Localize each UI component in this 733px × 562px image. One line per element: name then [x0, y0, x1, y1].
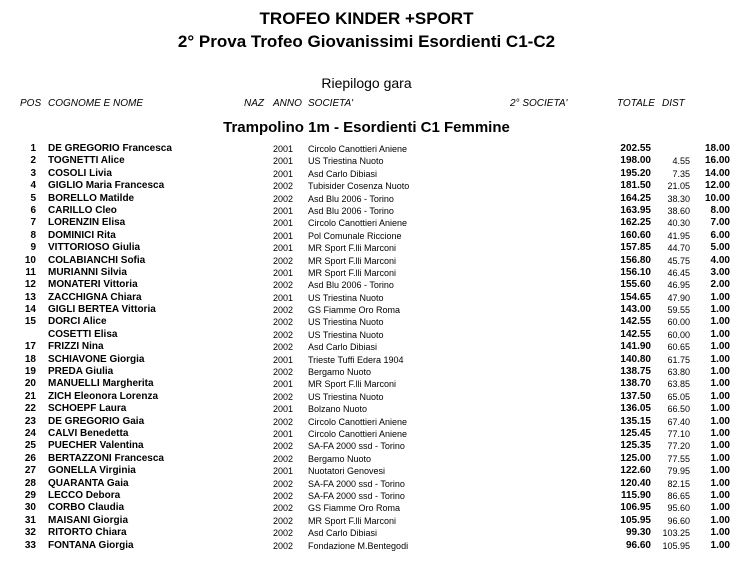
row-club: US Triestina Nuoto	[308, 156, 384, 167]
row-athlete-name: CARILLO Cleo	[48, 204, 117, 216]
row-position: 19	[24, 366, 36, 378]
row-position: 31	[24, 514, 36, 526]
row-club: US Triestina Nuoto	[308, 329, 384, 340]
table-row	[0, 230, 733, 242]
row-athlete-name: DE GREGORIO Gaia	[48, 415, 145, 427]
row-total: 156.80	[620, 254, 651, 266]
row-total: 160.60	[620, 229, 651, 241]
row-position: 11	[25, 266, 36, 278]
table-row	[0, 292, 733, 304]
table-row	[0, 155, 733, 167]
row-position: 28	[24, 477, 36, 489]
row-athlete-name: MURIANNI Silvia	[48, 266, 127, 278]
row-gap: 21.05	[667, 181, 690, 192]
row-birth-year: 2002	[273, 478, 294, 489]
row-birth-year: 2002	[273, 329, 294, 340]
row-birth-year: 2002	[273, 503, 294, 514]
row-birth-year: 2002	[273, 305, 294, 316]
table-row	[0, 403, 733, 415]
row-position: 9	[30, 242, 36, 254]
row-club: Bergamo Nuoto	[308, 453, 372, 464]
row-total: 162.25	[620, 217, 651, 229]
row-points: 1.00	[710, 341, 730, 353]
row-position: 22	[24, 403, 36, 415]
row-athlete-name: FRIZZI Nina	[48, 341, 104, 353]
row-athlete-name: MAISANI Giorgia	[48, 514, 129, 526]
row-birth-year: 2001	[273, 466, 294, 477]
row-total: 96.60	[625, 539, 651, 551]
row-gap: 61.75	[667, 354, 690, 365]
table-row	[0, 180, 733, 192]
row-birth-year: 2002	[273, 255, 294, 266]
row-gap: 63.85	[667, 379, 690, 390]
page-subtitle: 2° Prova Trofeo Giovanissimi Esordienti C1-C2	[177, 32, 556, 51]
row-club: MR Sport F.lli Marconi	[308, 243, 397, 254]
row-birth-year: 2002	[273, 441, 294, 452]
row-birth-year: 2001	[273, 243, 294, 254]
row-position: 12	[24, 279, 36, 291]
row-birth-year: 2002	[273, 280, 294, 291]
row-gap: 44.70	[667, 243, 690, 254]
row-total: 140.80	[620, 353, 651, 365]
row-gap: 60.65	[667, 342, 690, 353]
table-row	[0, 267, 733, 279]
col-header-diff: DIST	[662, 98, 685, 109]
row-club: Circolo Canottieri Aniene	[308, 416, 408, 427]
row-gap: 95.60	[667, 503, 690, 514]
row-gap: 103.25	[662, 528, 690, 539]
table-row	[0, 378, 733, 390]
row-athlete-name: SCHOEPF Laura	[48, 403, 127, 415]
row-gap: 105.95	[662, 540, 690, 551]
row-gap: 4.55	[672, 156, 690, 167]
row-total: 125.00	[620, 452, 651, 464]
row-club: Asd Blu 2006 - Torino	[308, 193, 394, 204]
row-position: 30	[24, 502, 36, 514]
row-athlete-name: CALVI Benedetta	[48, 427, 129, 439]
row-club: US Triestina Nuoto	[308, 292, 384, 303]
row-points: 3.00	[710, 266, 730, 278]
row-gap: 7.35	[672, 168, 690, 179]
row-club: Circolo Canottieri Aniene	[308, 428, 408, 439]
table-row	[0, 354, 733, 366]
row-club: Circolo Canottieri Aniene	[308, 218, 408, 229]
row-points: 6.00	[710, 229, 730, 241]
row-club: Asd Carlo Dibiasi	[308, 528, 378, 539]
row-position: 7	[30, 217, 36, 229]
row-points: 1.00	[710, 415, 730, 427]
row-gap: 77.55	[667, 453, 690, 464]
row-birth-year: 2001	[273, 292, 294, 303]
row-position: 21	[24, 390, 36, 402]
row-points: 1.00	[710, 353, 730, 365]
row-athlete-name: LORENZIN Elisa	[48, 217, 126, 229]
row-club: Trieste Tuffi Edera 1904	[308, 354, 404, 365]
row-athlete-name: TOGNETTI Alice	[48, 155, 125, 167]
row-gap: 45.75	[667, 255, 690, 266]
row-athlete-name: VITTORIOSO Giulia	[48, 242, 141, 254]
row-total: 163.95	[620, 204, 651, 216]
row-total: 156.10	[620, 266, 651, 278]
row-total: 164.25	[620, 192, 651, 204]
row-athlete-name: ZACCHIGNA Chiara	[48, 291, 142, 303]
table-row	[0, 428, 733, 440]
table-row	[0, 540, 733, 552]
row-birth-year: 2001	[273, 428, 294, 439]
row-club: Pol Comunale Riccione	[308, 230, 402, 241]
row-total: 198.00	[620, 155, 651, 167]
row-athlete-name: CORBO Claudia	[48, 502, 125, 514]
row-points: 1.00	[710, 452, 730, 464]
row-club: SA-FA 2000 ssd - Torino	[308, 490, 405, 501]
row-birth-year: 2001	[273, 144, 294, 154]
row-total: 122.60	[620, 465, 651, 477]
table-row	[0, 391, 733, 403]
row-total: 155.60	[620, 279, 651, 291]
row-birth-year: 2002	[273, 317, 294, 328]
row-position: 15	[24, 316, 36, 328]
row-points: 1.00	[710, 304, 730, 316]
row-points: 18.00	[704, 143, 730, 154]
row-gap: 60.00	[667, 329, 690, 340]
row-birth-year: 2002	[273, 453, 294, 464]
row-club: Asd Blu 2006 - Torino	[308, 280, 394, 291]
row-position: 24	[24, 427, 36, 439]
row-club: SA-FA 2000 ssd - Torino	[308, 441, 405, 452]
row-position: 25	[24, 440, 36, 452]
row-total: 106.95	[620, 502, 651, 514]
row-gap: 41.95	[667, 230, 690, 241]
table-row	[0, 366, 733, 378]
row-athlete-name: MONATERI Vittoria	[48, 279, 138, 291]
row-gap: 40.30	[667, 218, 690, 229]
row-points: 1.00	[710, 477, 730, 489]
row-total: 138.75	[620, 366, 651, 378]
table-row	[0, 515, 733, 527]
row-position: 8	[30, 229, 36, 241]
row-points: 10.00	[704, 192, 730, 204]
table-row	[0, 341, 733, 353]
row-total: 141.90	[620, 341, 651, 353]
row-position: 27	[24, 465, 36, 477]
section-title: Trampolino 1m - Esordienti C1 Femmine	[223, 119, 510, 136]
row-birth-year: 2002	[273, 528, 294, 539]
row-gap: 65.05	[667, 391, 690, 402]
row-club: Circolo Canottieri Aniene	[308, 144, 408, 154]
row-points: 5.00	[710, 242, 730, 254]
row-gap: 79.95	[667, 466, 690, 477]
row-position: 29	[24, 489, 36, 501]
row-gap: 38.30	[667, 193, 690, 204]
table-row	[0, 502, 733, 514]
row-athlete-name: COLABIANCHI Sofia	[48, 254, 146, 266]
row-athlete-name: SCHIAVONE Giorgia	[48, 353, 145, 365]
row-total: 105.95	[620, 514, 651, 526]
row-birth-year: 2001	[273, 156, 294, 167]
row-total: 125.45	[620, 427, 651, 439]
row-athlete-name: DORCI Alice	[48, 316, 107, 328]
row-gap: 77.10	[667, 428, 690, 439]
row-gap: 46.45	[667, 267, 690, 278]
row-club: MR Sport F.lli Marconi	[308, 267, 397, 278]
table-row	[0, 465, 733, 477]
row-club: MR Sport F.lli Marconi	[308, 255, 397, 266]
table-row	[0, 205, 733, 217]
table-row	[0, 316, 733, 328]
col-header-total: TOTALE	[617, 98, 655, 109]
row-athlete-name: GIGLI BERTEA Vittoria	[48, 304, 156, 316]
row-birth-year: 2002	[273, 416, 294, 427]
row-gap: 86.65	[667, 490, 690, 501]
row-points: 1.00	[710, 502, 730, 514]
row-club: Fondazione M.Bentegodi	[308, 540, 409, 551]
row-points: 1.00	[710, 291, 730, 303]
row-athlete-name: QUARANTA Gaia	[48, 477, 129, 489]
results-table	[0, 143, 733, 552]
row-athlete-name: LECCO Debora	[48, 489, 121, 501]
table-row	[0, 453, 733, 465]
col-header-naz: NAZ	[244, 98, 264, 109]
row-birth-year: 2002	[273, 367, 294, 378]
row-points: 1.00	[710, 514, 730, 526]
row-athlete-name: PUECHER Valentina	[48, 440, 144, 452]
table-row	[0, 143, 733, 155]
table-row	[0, 478, 733, 490]
row-gap: 82.15	[667, 478, 690, 489]
row-position: 26	[24, 452, 36, 464]
row-club: Tubisider Cosenza Nuoto	[308, 181, 410, 192]
table-row	[0, 255, 733, 267]
row-points: 1.00	[710, 489, 730, 501]
row-total: 120.40	[620, 477, 651, 489]
row-points: 1.00	[710, 328, 730, 340]
row-total: 137.50	[620, 390, 651, 402]
row-total: 195.20	[620, 167, 651, 179]
row-points: 1.00	[710, 316, 730, 328]
row-position: 1	[30, 143, 36, 154]
row-birth-year: 2002	[273, 181, 294, 192]
row-club: GS Fiamme Oro Roma	[308, 503, 401, 514]
table-row	[0, 304, 733, 316]
row-birth-year: 2002	[273, 515, 294, 526]
row-club: SA-FA 2000 ssd - Torino	[308, 478, 405, 489]
row-total: 138.70	[620, 378, 651, 390]
row-athlete-name: FONTANA Giorgia	[48, 539, 134, 551]
row-total: 202.55	[620, 143, 651, 154]
row-gap: 67.40	[667, 416, 690, 427]
row-position: 4	[30, 180, 36, 192]
row-gap: 96.60	[667, 515, 690, 526]
row-athlete-name: GONELLA Virginia	[48, 465, 136, 477]
row-club: Bergamo Nuoto	[308, 367, 372, 378]
row-birth-year: 2001	[273, 354, 294, 365]
row-position: 5	[30, 192, 36, 204]
row-total: 99.30	[625, 527, 651, 539]
row-position: 13	[24, 291, 36, 303]
row-club: US Triestina Nuoto	[308, 391, 384, 402]
row-birth-year: 2001	[273, 230, 294, 241]
row-points: 1.00	[710, 378, 730, 390]
col-header-name: COGNOME E NOME	[48, 98, 144, 109]
row-position: 33	[24, 539, 36, 551]
row-gap: 77.20	[667, 441, 690, 452]
row-points: 1.00	[710, 366, 730, 378]
row-athlete-name: GIGLIO Maria Francesca	[48, 180, 165, 192]
row-athlete-name: BERTAZZONI Francesca	[48, 452, 164, 464]
row-birth-year: 2002	[273, 490, 294, 501]
col-header-pos: POS	[20, 98, 42, 109]
row-position: 20	[24, 378, 36, 390]
row-total: 142.55	[620, 328, 651, 340]
row-club: Bolzano Nuoto	[308, 404, 368, 415]
row-athlete-name: MANUELLI Margherita	[48, 378, 154, 390]
table-row	[0, 242, 733, 254]
row-total: 136.05	[620, 403, 651, 415]
row-birth-year: 2001	[273, 379, 294, 390]
row-gap: 46.95	[667, 280, 690, 291]
row-athlete-name: COSETTI Elisa	[48, 328, 118, 340]
row-gap: 66.50	[667, 404, 690, 415]
row-total: 181.50	[620, 180, 651, 192]
row-birth-year: 2002	[273, 342, 294, 353]
row-total: 142.55	[620, 316, 651, 328]
row-birth-year: 2002	[273, 540, 294, 551]
row-athlete-name: ZICH Eleonora Lorenza	[48, 390, 159, 402]
row-points: 7.00	[710, 217, 730, 229]
row-gap: 47.90	[667, 292, 690, 303]
row-points: 1.00	[710, 539, 730, 551]
row-points: 1.00	[710, 427, 730, 439]
row-position: 32	[24, 527, 36, 539]
row-athlete-name: BORELLO Matilde	[48, 192, 135, 204]
row-position: 10	[24, 254, 36, 266]
row-total: 135.15	[620, 415, 651, 427]
row-club: Nuotatori Genovesi	[308, 466, 386, 477]
row-birth-year: 2001	[273, 168, 294, 179]
row-club: MR Sport F.lli Marconi	[308, 379, 397, 390]
row-athlete-name: PREDA Giulia	[48, 366, 114, 378]
row-points: 1.00	[710, 465, 730, 477]
row-athlete-name: DE GREGORIO Francesca	[48, 143, 172, 154]
row-total: 154.65	[620, 291, 651, 303]
row-club: Asd Carlo Dibiasi	[308, 168, 378, 179]
row-athlete-name: RITORTO Chiara	[48, 527, 127, 539]
row-position: 17	[24, 341, 36, 353]
row-athlete-name: DOMINICI Rita	[48, 229, 116, 241]
row-points: 14.00	[704, 167, 730, 179]
row-club: Asd Carlo Dibiasi	[308, 342, 378, 353]
row-position: 23	[24, 415, 36, 427]
row-points: 1.00	[710, 390, 730, 402]
row-points: 1.00	[710, 403, 730, 415]
row-club: Asd Blu 2006 - Torino	[308, 205, 394, 216]
row-position: 3	[30, 167, 36, 179]
table-row	[0, 527, 733, 539]
row-club: US Triestina Nuoto	[308, 317, 384, 328]
col-header-year: ANNO	[273, 98, 302, 109]
row-points: 1.00	[710, 440, 730, 452]
row-position: 2	[30, 155, 36, 167]
row-position: 14	[24, 304, 36, 316]
table-row	[0, 279, 733, 291]
row-total: 143.00	[620, 304, 651, 316]
row-total: 115.90	[620, 489, 651, 501]
row-birth-year: 2001	[273, 267, 294, 278]
table-row	[0, 440, 733, 452]
row-points: 16.00	[704, 155, 730, 167]
row-birth-year: 2001	[273, 205, 294, 216]
table-row	[0, 168, 733, 180]
row-gap: 63.80	[667, 367, 690, 378]
row-total: 125.35	[620, 440, 651, 452]
row-points: 2.00	[710, 279, 730, 291]
row-birth-year: 2001	[273, 404, 294, 415]
row-position: 18	[24, 353, 36, 365]
table-row	[0, 490, 733, 502]
table-row	[0, 193, 733, 205]
row-athlete-name: COSOLI Livia	[48, 167, 112, 179]
row-club: MR Sport F.lli Marconi	[308, 515, 397, 526]
page-title: TROFEO KINDER +SPORT	[259, 9, 474, 28]
table-row	[0, 329, 733, 341]
row-birth-year: 2002	[273, 193, 294, 204]
row-points: 4.00	[710, 254, 730, 266]
col-header-club2: 2° SOCIETA'	[510, 98, 568, 109]
row-points: 1.00	[710, 527, 730, 539]
row-total: 157.85	[620, 242, 651, 254]
row-points: 8.00	[710, 204, 730, 216]
row-birth-year: 2002	[273, 391, 294, 402]
row-gap: 59.55	[667, 305, 690, 316]
row-club: GS Fiamme Oro Roma	[308, 305, 401, 316]
summary-heading: Riepilogo gara	[321, 75, 412, 91]
table-row	[0, 217, 733, 229]
row-gap: 38.60	[667, 205, 690, 216]
row-points: 12.00	[704, 180, 730, 192]
col-header-club: SOCIETA'	[308, 98, 354, 109]
row-birth-year: 2001	[273, 218, 294, 229]
row-gap: 60.00	[667, 317, 690, 328]
row-position: 6	[30, 204, 36, 216]
table-row	[0, 416, 733, 428]
